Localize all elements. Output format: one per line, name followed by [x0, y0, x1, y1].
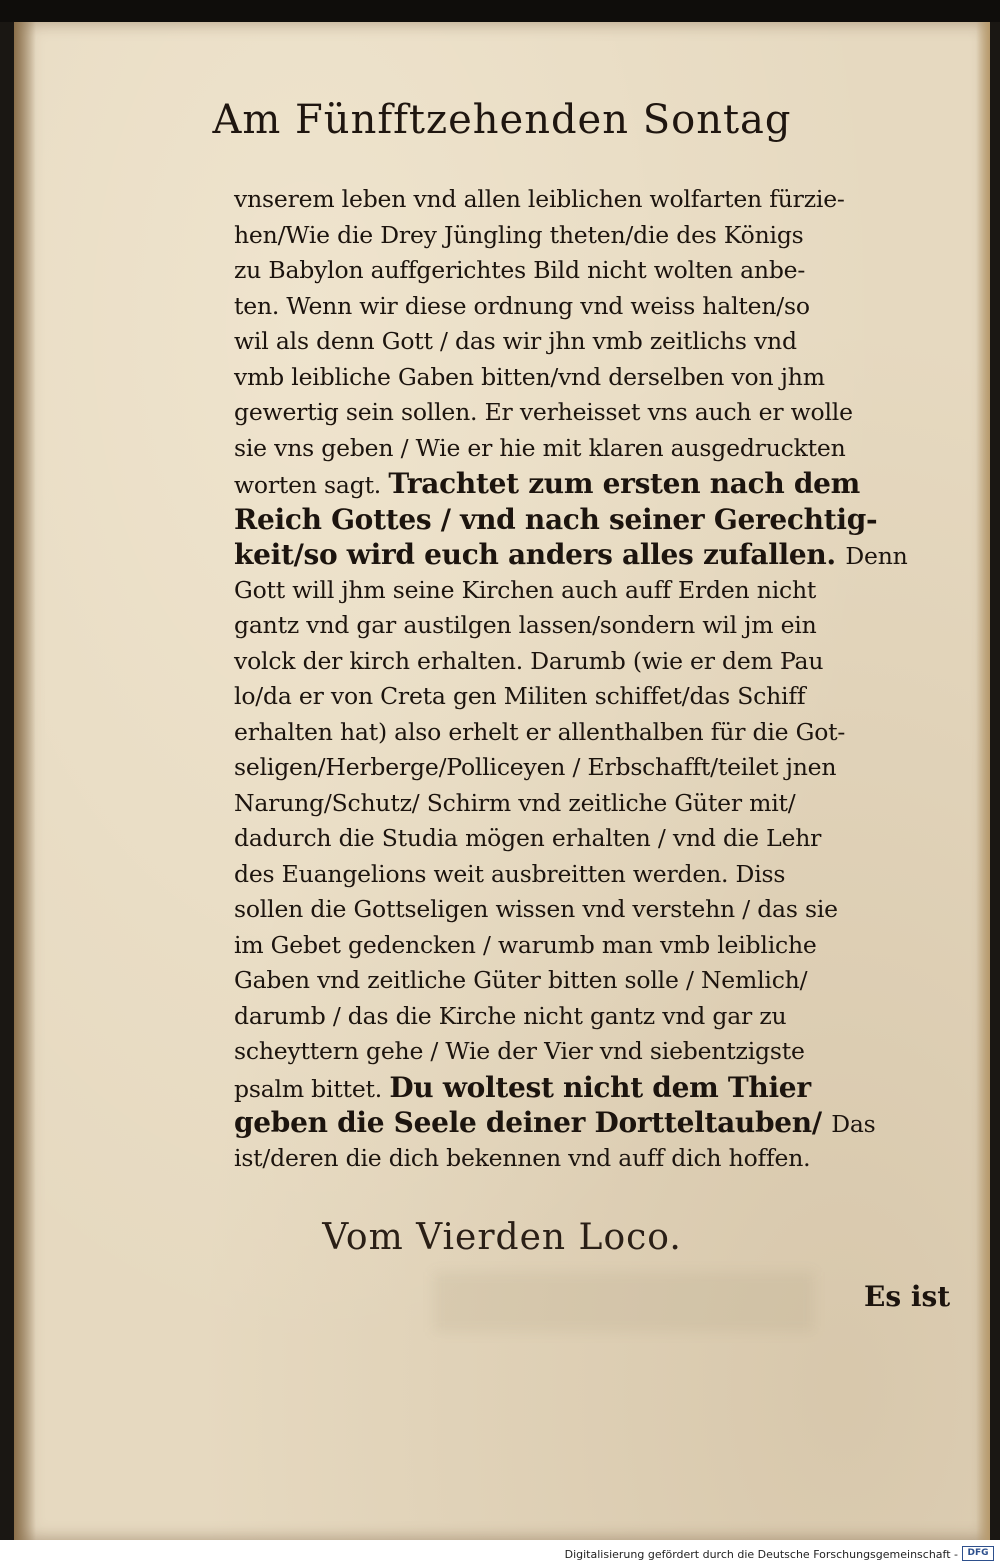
text-line	[234, 466, 954, 502]
text-line	[234, 750, 954, 786]
text-segment: erhalten hat) also erhelt er allenthalben für die Got-	[234, 717, 846, 746]
text-segment: dadurch die Studia mögen erhalten / vnd die Lehr	[234, 824, 822, 852]
text-segment: seligen/Herberge/Polliceyen / Erbschafft/teilet jnen	[234, 753, 837, 781]
dfg-logo: DFG	[962, 1546, 994, 1561]
text-line	[234, 431, 954, 467]
text-segment: hen/Wie die Drey Jüngling theten/die des Königs	[234, 220, 804, 249]
text-segment: gantz vnd gar austilgen lassen/sondern wil jm ein	[234, 611, 817, 639]
text-segment: Denn	[845, 542, 908, 570]
text-segment: im Gebet gedencken / warumb man vmb leibliche	[234, 930, 817, 959]
text-segment: sollen die Gottseligen wissen vnd verstehn / das sie	[234, 895, 838, 923]
text-line	[234, 289, 954, 325]
funding-credit: Digitalisierung gefördert durch die Deutsche Forschungsgemeinschaft -	[564, 1548, 958, 1561]
text-line	[234, 1141, 954, 1177]
scan-border	[0, 0, 1000, 22]
body-text	[234, 182, 954, 1176]
text-line	[234, 857, 954, 893]
text-line	[234, 644, 954, 680]
scripture-quote-segment: Reich Gottes / vnd nach seiner Gerechtig-	[234, 502, 878, 536]
catchword: Es ist	[864, 1280, 951, 1313]
text-line	[234, 573, 954, 609]
page-gutter-shadow	[14, 22, 36, 1540]
book-page	[14, 22, 990, 1540]
text-line	[234, 253, 954, 289]
text-segment: Gaben vnd zeitliche Güter bitten solle / Nemlich/	[234, 966, 808, 994]
text-line	[234, 1105, 954, 1141]
text-segment: gewertig sein sollen. Er verheisset vns auch er wolle	[234, 398, 853, 426]
text-line	[234, 715, 954, 751]
text-line	[234, 360, 954, 396]
text-segment: Gott will jhm seine Kirchen auch auff Erden nicht	[234, 575, 817, 604]
text-segment: worten sagt.	[234, 471, 389, 499]
text-line	[234, 608, 954, 644]
text-segment: ten. Wenn wir diese ordnung vnd weiss halten/so	[234, 291, 810, 320]
text-line	[234, 218, 954, 254]
text-line	[234, 821, 954, 857]
text-line	[234, 999, 954, 1035]
text-segment: Narung/Schutz/ Schirm vnd zeitliche Güter mit/	[234, 788, 796, 817]
text-line	[234, 679, 954, 715]
scripture-quote-segment: Trachtet zum ersten nach dem	[388, 467, 860, 500]
text-line	[234, 1034, 954, 1070]
section-heading: Vom Vierden Loco.	[322, 1217, 682, 1258]
text-line	[234, 892, 954, 928]
text-segment: scheyttern gehe / Wie der Vier vnd siebentzigste	[234, 1037, 805, 1065]
text-line	[234, 537, 954, 573]
text-line	[234, 786, 954, 822]
text-segment: des Euangelions weit ausbreitten werden. Diss	[234, 859, 786, 888]
scripture-quote-segment: keit/so wird euch anders alles zufallen.	[234, 538, 846, 571]
text-line	[234, 324, 954, 360]
text-line	[234, 1070, 954, 1106]
text-segment: vmb leibliche Gaben bitten/vnd derselben von jhm	[234, 362, 825, 391]
text-line	[234, 182, 954, 218]
show-through-bleed	[434, 1272, 814, 1332]
text-segment: sie vns geben / Wie er hie mit klaren ausgedruckten	[234, 433, 846, 462]
text-segment: lo/da er von Creta gen Militen schiffet/das Schiff	[234, 682, 806, 710]
text-segment: psalm bittet.	[234, 1074, 390, 1103]
page-edge	[976, 22, 990, 1540]
text-segment: darumb / das die Kirche nicht gantz vnd gar zu	[234, 1001, 787, 1030]
text-segment: volck der kirch erhalten. Darumb (wie er dem Pau	[234, 646, 824, 675]
text-line	[234, 963, 954, 999]
text-segment: vnserem leben vnd allen leiblichen wolfarten fürzie-	[234, 185, 845, 213]
text-segment: ist/deren die dich bekennen vnd auff dich hoffen.	[234, 1143, 811, 1172]
text-line	[234, 502, 954, 538]
text-line	[234, 928, 954, 964]
text-segment: zu Babylon auffgerichtes Bild nicht wolten anbe-	[234, 256, 806, 284]
scripture-quote-segment: Du woltest nicht dem Thier	[389, 1070, 811, 1104]
text-segment: Das	[831, 1110, 876, 1138]
text-line	[234, 395, 954, 431]
running-head: Am Fünfftzehenden Sontag	[212, 97, 792, 143]
text-segment: wil als denn Gott / das wir jhn vmb zeitlichs vnd	[234, 327, 797, 355]
scripture-quote-segment: geben die Seele deiner Dortteltauben/	[234, 1106, 832, 1139]
